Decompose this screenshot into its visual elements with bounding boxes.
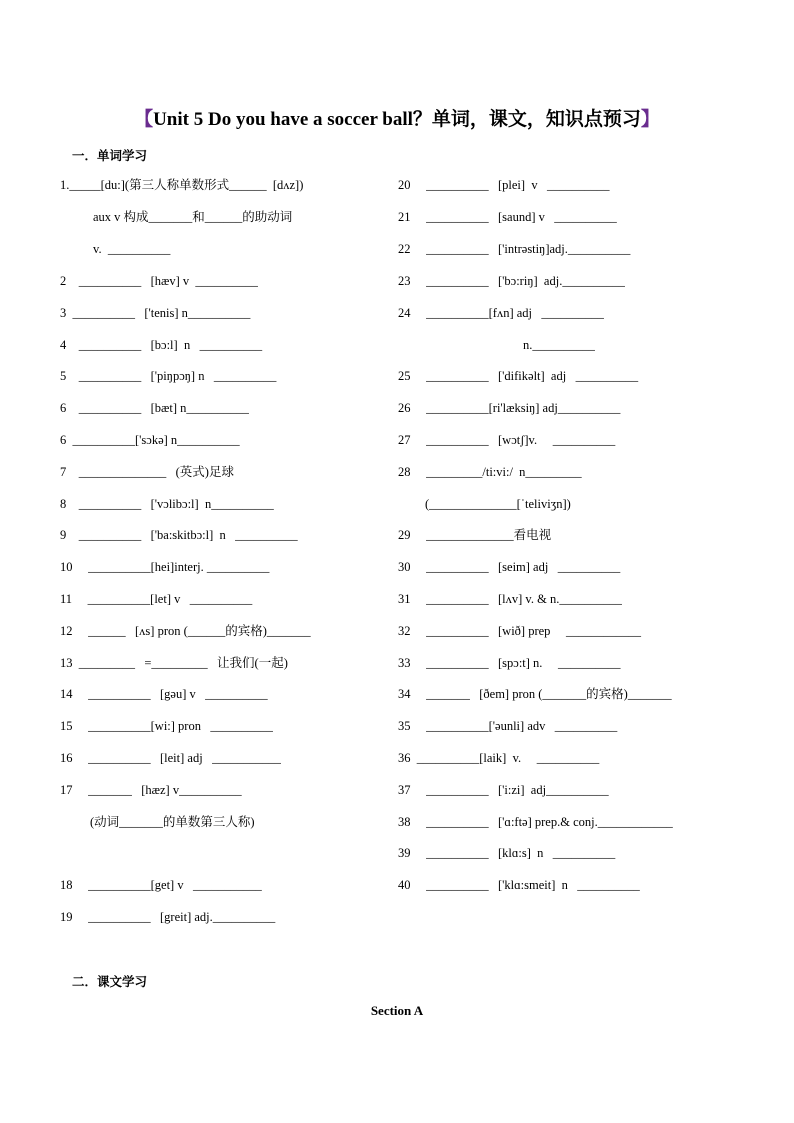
vocab-item: 6 __________['sɔkə] n__________ [60,433,240,447]
vocab-item: 9 __________ ['ba:skitbɔ:l] n __________ [60,528,298,542]
vocab-item: 14 __________ [gəu] v __________ [60,687,268,701]
vocab-item: 31 __________ [lʌv] v. & n.__________ [398,592,622,606]
vocab-item: n.__________ [523,338,595,352]
vocab-item: 10 __________[hei]interj. __________ [60,560,270,574]
vocab-item: 7 ______________ (英式)足球 [60,465,234,479]
vocab-item: 30 __________ [seim] adj __________ [398,560,621,574]
vocab-item: 21 __________ [saund] v __________ [398,210,617,224]
vocab-item: 25 __________ ['difikəlt] adj __________ [398,369,639,383]
vocab-item: 37 __________ ['i:zi] adj__________ [398,783,609,797]
vocab-item: (______________[ˈteliviʒn]) [425,497,571,511]
vocab-item: 29 ______________看电视 [398,528,552,542]
vocab-item: 26 __________[ri'læksiŋ] adj__________ [398,401,621,415]
vocab-item: 24 __________[fʌn] adj __________ [398,306,604,320]
vocab-item: 6 __________ [bæt] n__________ [60,401,249,415]
vocab-item: 27 __________ [wɔtʃ]v. __________ [398,433,616,447]
vocab-item: 13 _________ =_________ 让我们(一起) [60,656,288,670]
vocab-item: 33 __________ [spɔ:t] n. __________ [398,656,621,670]
vocab-item: v. __________ [93,242,171,256]
vocab-item: 2 __________ [hæv] v __________ [60,274,258,288]
vocab-item: 28 _________/ti:vi:/ n_________ [398,465,582,479]
vocab-item: 39 __________ [klɑ:s] n __________ [398,846,616,860]
vocab-item: 35 __________['əunli] adv __________ [398,719,618,733]
vocab-item: 1._____[du:](第三人称单数形式______ [dʌz]) [60,178,304,192]
vocab-item: aux v 构成_______和______的助动词 [93,210,293,224]
vocab-item: 16 __________ [leit] adj ___________ [60,751,281,765]
vocab-item: 20 __________ [plei] v __________ [398,178,610,192]
vocab-item: 38 __________ ['ɑ:ftə] prep.& conj.____________ [398,815,673,829]
vocab-item: 23 __________ ['bɔ:riŋ] adj.__________ [398,274,625,288]
vocab-item: 40 __________ ['klɑ:smeit] n __________ [398,878,640,892]
vocab-item: 11 __________[let] v __________ [60,592,253,606]
vocab-item: 15 __________[wi:] pron __________ [60,719,273,733]
vocab-item: 34 _______ [ðem] pron (_______的宾格)_______ [398,687,672,701]
vocab-item: 22 __________ ['intrəstiŋ]adj.__________ [398,242,631,256]
vocab-item: 18 __________[get] v ___________ [60,878,262,892]
page-title [0,104,794,131]
vocab-item: 17 _______ [hæz] v__________ [60,783,242,797]
vocab-item: 4 __________ [bɔ:l] n __________ [60,338,263,352]
vocab-item: 32 __________ [wið] prep ____________ [398,624,642,638]
title-close-bracket: 】 [640,109,660,130]
vocab-item: 36 __________[laik] v. __________ [398,751,600,765]
vocab-item: 8 __________ ['vɔlibɔ:l] n__________ [60,497,274,511]
section-heading-vocabulary: 一．单词学习 [72,149,148,163]
title-text: Unit 5 Do you have a soccer ball？单词，课文，知识点预习 [153,109,641,130]
vocab-item: (动词_______的单数第三人称) [90,815,255,829]
vocab-item: 5 __________ ['piŋpɔŋ] n __________ [60,369,277,383]
section-heading-text-study: 二．课文学习 [72,975,148,989]
vocab-item: 19 __________ [greit] adj.__________ [60,910,276,924]
section-a-heading: Section A [370,1003,424,1018]
vocab-item: 12 ______ [ʌs] pron (______的宾格)_______ [60,624,311,638]
vocab-item: 3 __________ ['tenis] n__________ [60,306,251,320]
title-open-bracket: 【 [134,109,154,130]
